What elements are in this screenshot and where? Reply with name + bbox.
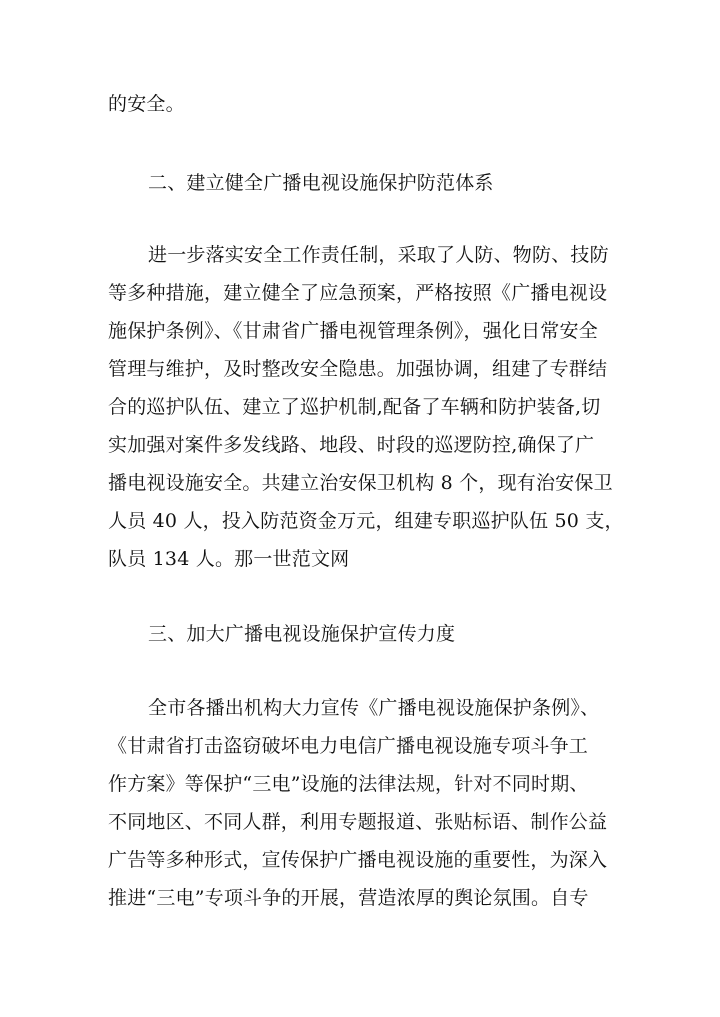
text-line: 的安全。 bbox=[108, 93, 185, 115]
text-line: 推进“三电”专项斗争的开展，营造浓厚的舆论氛围。自专 bbox=[108, 887, 589, 909]
text-line: 进一步落实安全工作责任制，采取了人防、物防、技防 bbox=[148, 244, 609, 266]
text-line: 全市各播出机构大力宣传《广播电视设施保护条例》、 bbox=[148, 697, 600, 719]
text-line: 合的巡护队伍、建立了巡护机制,配备了车辆和防护装备,切 bbox=[108, 396, 601, 418]
text-line: 管理与维护，及时整改安全隐患。加强协调，组建了专群结 bbox=[108, 358, 608, 380]
text-line: 人员 40 人，投入防范资金万元，组建专职巡护队伍 50 支， bbox=[108, 510, 624, 532]
text-line: 等多种措施，建立健全了应急预案，严格按照《广播电视设 bbox=[108, 282, 608, 304]
text-line: 实加强对案件多发线路、地段、时段的巡逻防控,确保了广 bbox=[108, 434, 595, 456]
text-line: 作方案》等保护“三电”设施的法律法规，针对不同时期、 bbox=[108, 773, 589, 795]
text-line: 队员 134 人。那一世范文网 bbox=[108, 548, 350, 570]
text-line: 广告等多种形式，宣传保护广播电视设施的重要性，为深入 bbox=[108, 849, 608, 871]
text-line: 不同地区、不同人群，利用专题报道、张贴标语、制作公益 bbox=[108, 811, 608, 833]
text-line: 施保护条例》、《甘肃省广播电视管理条例》，强化日常安全 bbox=[108, 320, 598, 342]
section-heading: 二、建立健全广播电视设施保护防范体系 bbox=[148, 172, 494, 194]
section-heading: 三、加大广播电视设施保护宣传力度 bbox=[148, 623, 456, 645]
text-line: 《甘肃省打击盗窃破坏电力电信广播电视设施专项斗争工 bbox=[108, 735, 589, 757]
text-line: 播电视设施安全。共建立治安保卫机构 8 个，现有治安保卫 bbox=[108, 472, 613, 494]
